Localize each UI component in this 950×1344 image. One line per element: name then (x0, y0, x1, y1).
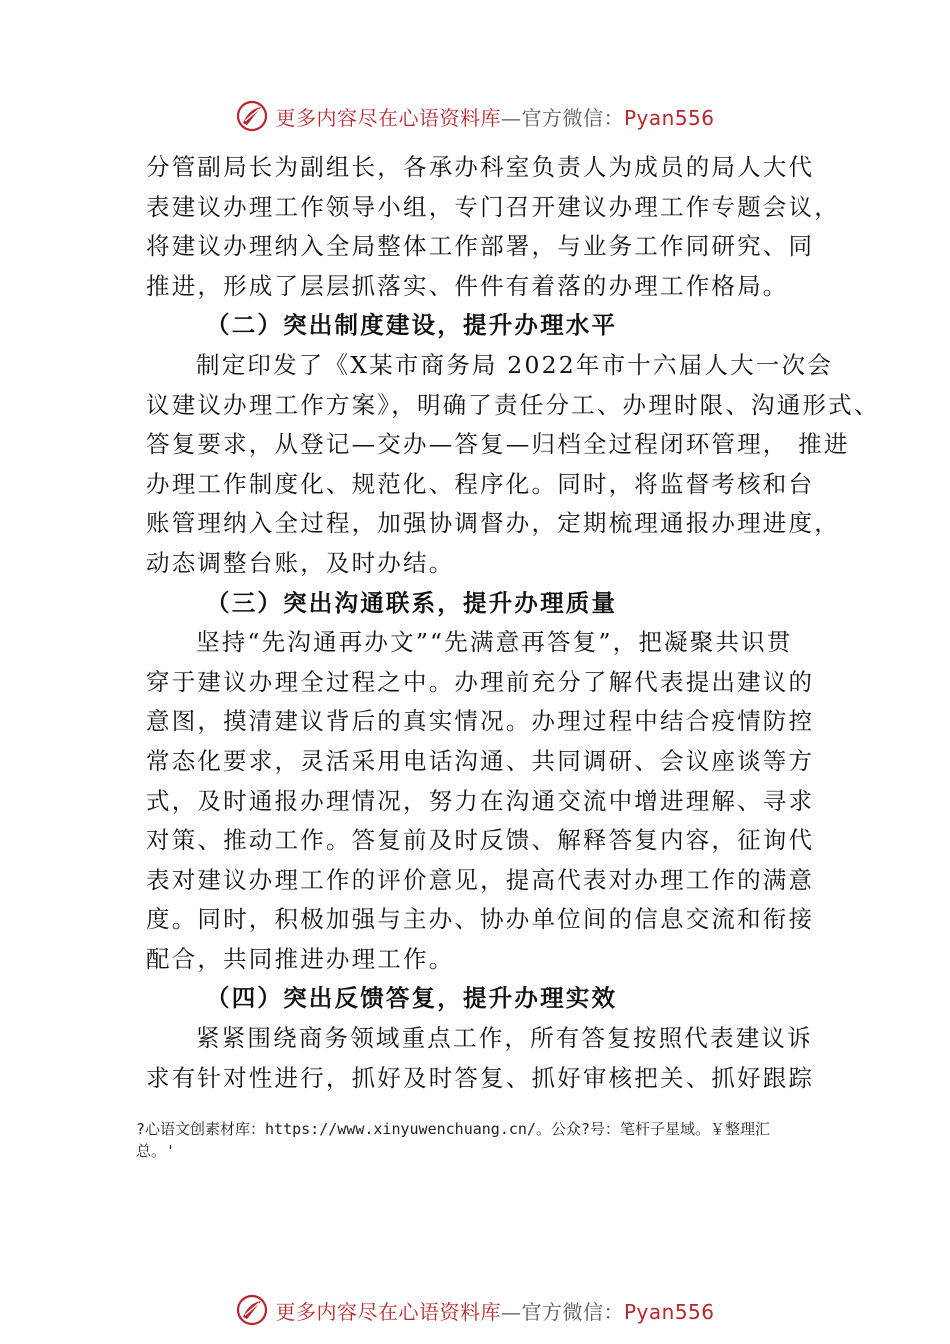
paragraph-line: 推进，形成了层层抓落实、件件有着落的办理工作格局。 (146, 271, 789, 300)
paragraph-line: 常态化要求，灵活采用电话沟通、共同调研、会议座谈等方 (146, 746, 815, 775)
paragraph-line: 配合，共同推进办理工作。 (146, 944, 455, 973)
section-heading-3: （三）突出沟通联系，提升办理质量 (206, 588, 618, 617)
paragraph-line: 动态调整台账，及时办结。 (146, 548, 455, 577)
paragraph-line: 意图，摸清建议背后的真实情况。办理过程中结合疫情防控 (146, 707, 815, 736)
paragraph-line: 分管副局长为副组长，各承办科室负责人为成员的局人大代 (146, 153, 815, 181)
paragraph-line: 坚持“先沟通再办文”“先满意再答复”，把凝聚共识贯 (196, 628, 793, 657)
paragraph-line: 议建议办理工作方案》，明确了责任分工、办理时限、沟通形式、 (146, 390, 880, 419)
paragraph-line: 表对建议办理工作的评价意见，提高代表对办理工作的满意 (146, 865, 815, 894)
banner-handle: Pyan556 (623, 1299, 715, 1324)
footnote (136, 1118, 836, 1162)
paragraph-line: 紧紧围绕商务领域重点工作，所有答复按照代表建议诉 (196, 1024, 813, 1053)
paragraph-line: 度。同时，积极加强与主办、协办单位间的信息交流和衔接 (146, 905, 815, 934)
footnote-line-2: 总。' (136, 1142, 176, 1160)
banner-official: —官方微信： (500, 105, 624, 130)
header-watermark-banner (0, 96, 950, 136)
footer-watermark-banner (0, 1290, 950, 1330)
brand-logo-icon (235, 99, 269, 133)
paragraph-line: 账管理纳入全过程，加强协调督办，定期梳理通报办理进度， (146, 509, 840, 538)
footnote-line-1: ?心语文创素材库：https://www.xinyuwenchuang.cn/。公众?号：笔杆子星域。￥整理汇 (136, 1120, 770, 1138)
banner-text (275, 1296, 714, 1325)
paragraph-line: 制定印发了《X某市商务局 2022年市十六届人大一次会 (196, 350, 833, 379)
banner-brand: 更多内容尽在心语资料库 (275, 1299, 501, 1324)
banner-brand: 更多内容尽在心语资料库 (275, 105, 501, 130)
banner-official: —官方微信： (500, 1299, 624, 1324)
document-body (146, 148, 880, 1098)
paragraph-line: 求有针对性进行，抓好及时答复、抓好审核把关、抓好跟踪 (146, 1063, 815, 1092)
paragraph-line: 办理工作制度化、规范化、程序化。同时，将监督考核和台 (146, 469, 815, 498)
section-heading-4: （四）突出反馈答复，提升办理实效 (206, 984, 618, 1013)
banner-text (275, 102, 714, 131)
paragraph-line: 将建议办理纳入全局整体工作部署，与业务工作同研究、同 (146, 232, 815, 261)
banner-handle: Pyan556 (623, 105, 715, 130)
paragraph-line: 式，及时通报办理情况，努力在沟通交流中增进理解、寻求 (146, 786, 815, 815)
brand-logo-icon (235, 1293, 269, 1327)
paragraph-line: 对策、推动工作。答复前及时反馈、解释答复内容，征询代 (146, 826, 815, 855)
section-heading-2: （二）突出制度建设，提升办理水平 (206, 311, 618, 340)
paragraph-line: 表建议办理工作领导小组，专门召开建议办理工作专题会议， (146, 192, 840, 221)
paragraph-line: 答复要求，从登记—交办—答复—归档全过程闭环管理， 推进 (146, 430, 850, 459)
paragraph-line: 穿于建议办理全过程之中。办理前充分了解代表提出建议的 (146, 667, 815, 696)
